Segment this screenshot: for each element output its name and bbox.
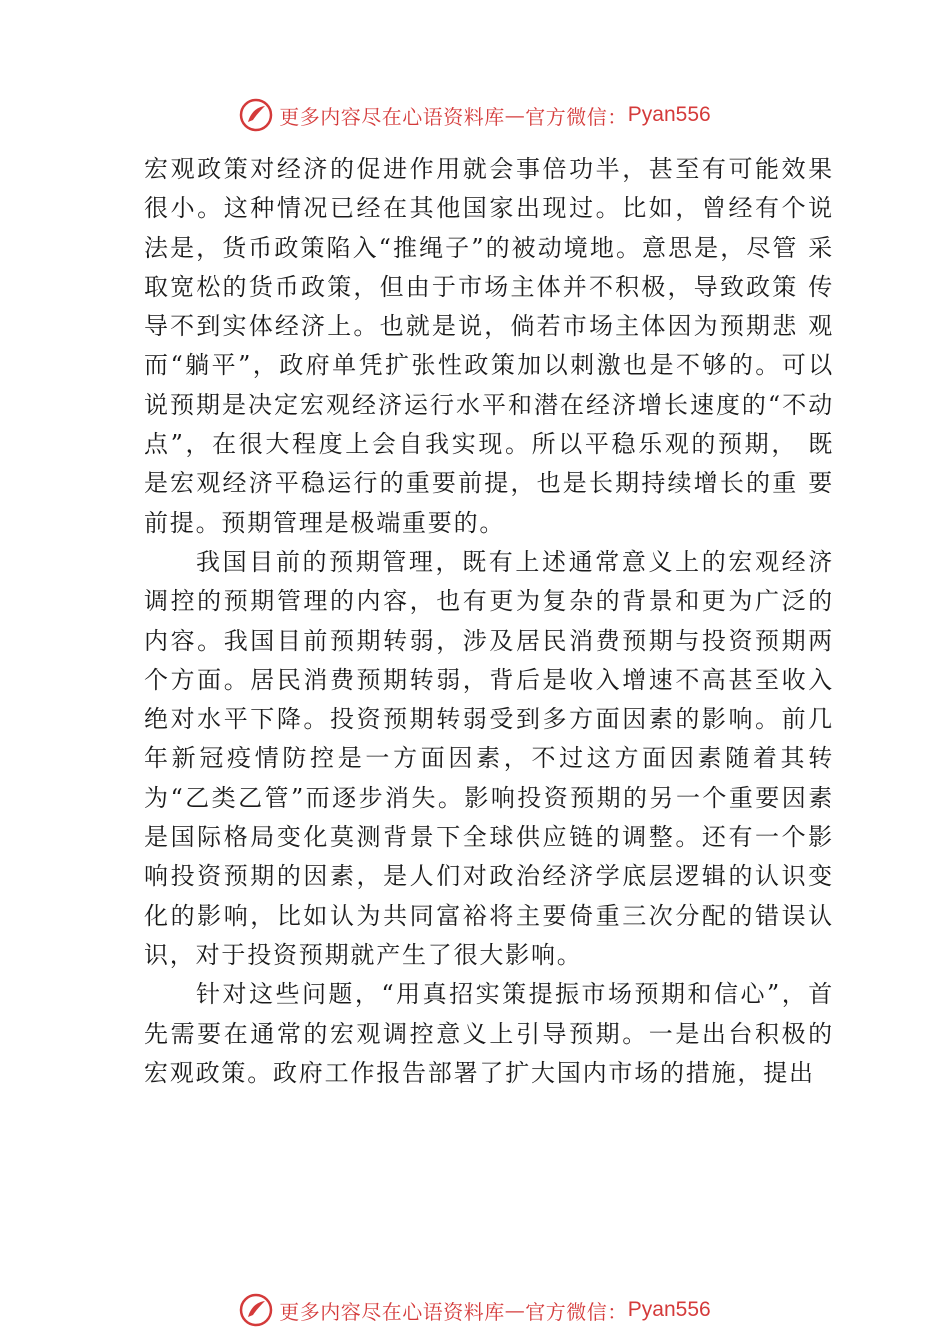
document-body	[144, 150, 834, 1093]
footer-dash: —	[504, 1298, 526, 1322]
brand-logo-icon	[239, 1293, 273, 1327]
header-brand-text: 更多内容尽在心语资料库	[279, 104, 505, 129]
paragraph-3: 针对这些问题，“用真招实策提振市场预期和信心”，首先需要在通常的宏观调控意义上引导预期。一是出台积极的宏观政策。政府工作报告部署了扩大国内市场的措施，提出	[144, 980, 834, 1087]
footer-contact-id: Pyan556	[627, 1298, 711, 1321]
paragraph-2: 我国目前的预期管理，既有上述通常意义上的宏观经济调控的预期管理的内容，也有更为复杂的背景和更为广泛的内容。我国目前预期转弱，涉及居民消费预期与投资预期两个方面。居民消费预期转弱，背后是收入增速不高甚至收入绝对水平下降。投资预期转弱受到多方面因素的影响。前几年新冠疫情防控是一方面因素，不过这方面因素随着其转为“乙类乙管”而逐步消失。影响投资预期的另一个重要因素是国际格局变化莫测背景下全球供应链的调整。还有一个影响投资预期的因素，是人们对政治经济学底层逻辑的认识变化的影响，比如认为共同富裕将主要倚重三次分配的错误认识，对于投资预期就产生了很大影响。	[144, 547, 834, 969]
brand-logo-icon	[239, 98, 273, 132]
footer-brand-text: 更多内容尽在心语资料库	[279, 1299, 505, 1324]
header-dash: —	[504, 103, 526, 127]
header-contact-id: Pyan556	[627, 103, 711, 126]
header-banner	[0, 95, 950, 135]
footer-contact-label: 官方微信：	[525, 1299, 628, 1324]
header-contact-label: 官方微信：	[525, 104, 628, 129]
paragraph-1: 宏观政策对经济的促进作用就会事倍功半，甚至有可能效果很小。这种情况已经在其他国家出现过。比如，曾经有个说法是，货币政策陷入“推绳子”的被动境地。意思是，尽管 采取宽松的货币政策，但由于市场主体并不积极，导致政策 传导不到实体经济上。也就是说，倘若市场主体因为预期悲 观而“躺平”，政府单凭扩张性政策加以刺激也是不够的。可以说预期是决定宏观经济运行水平和潜在经济增长速度的“不动点”，在很大程度上会自我实现。所以平稳乐观的预期， 既是宏观经济平稳运行的重要前提，也是长期持续增长的重 要前提。预期管理是极端重要的。	[144, 155, 834, 537]
footer-banner	[0, 1290, 950, 1330]
